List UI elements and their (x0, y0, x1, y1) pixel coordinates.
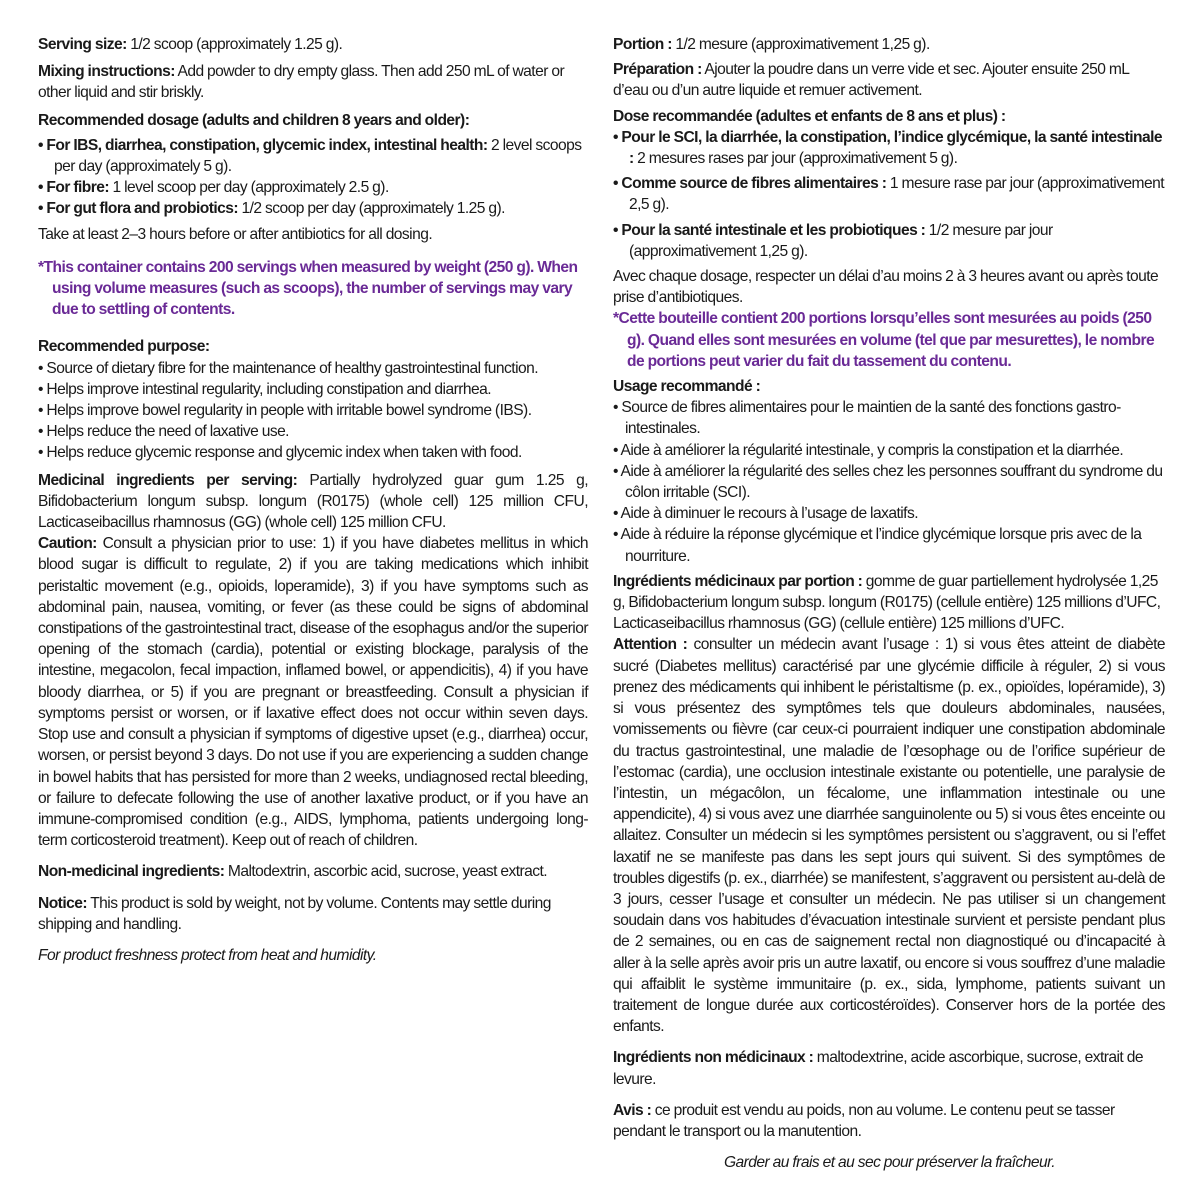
french-column (613, 34, 1165, 1173)
medicinal-ingredients: Medicinal ingredients per serving: Partially hydrolyzed guar gum 1.25 g, Bifidobacterium longum subsp. longum (R0175) (whole cell) 125 million CFU, Lacticaseibacillus rhamnosus (GG) (whole cell) 125 million CFU. (38, 471, 588, 532)
portion: Portion : 1/2 mesure (approximativement 1,25 g). (613, 36, 930, 53)
container-note: *Cette bouteille contient 200 portions lorsqu’elles sont mesurées au poids (250 g). Quand elles sont mesurées en volume (tel que par mesurettes), le nombre de portions peut varier du fait du tassement du contenu. (613, 310, 1155, 370)
mixing-instructions: Mixing instructions: Add powder to dry empty glass. Then add 250 mL of water or other liquid and stir briskly. (38, 63, 565, 102)
usage-item: • Aide à réduire la réponse glycémique et l’indice glycémique lorsque pris avec de la nourriture. (613, 526, 1142, 565)
dosage-item: • For gut flora and probiotics: 1/2 scoop per day (approximately 1.25 g). (38, 200, 505, 218)
dose-heading: Dose recommandée (adultes et enfants de 8 ans et plus) : (613, 107, 1006, 125)
preparation: Préparation : Ajouter la poudre dans un verre vide et sec. Ajouter ensuite 250 mL d’eau ou d’un autre liquide et remuer activement. (613, 61, 1129, 100)
dosage-item: • For IBS, diarrhea, constipation, glycemic index, intestinal health: 2 level scoops per day (approximately 5 g). (38, 136, 582, 176)
antibiotics-note: Take at least 2–3 hours before or after antibiotics for all dosing. (38, 225, 433, 243)
usage-item: • Aide à améliorer la régularité intestinale, y compris la constipation et la diarrhée. (613, 441, 1124, 459)
medicinal-ingredients: Ingrédients médicinaux par portion : gomme de guar partiellement hydrolysée 1,25 g, Bifidobacterium longum subsp. longum (R0175) (cellule entière) 125 millions d’UFC, Lacticaseibacillus rhamnosus (GG) (cellule entière) 125 millions d’UFC. (613, 572, 1161, 633)
usage-item: • Aide à diminuer le recours à l’usage de laxatifs. (613, 505, 918, 523)
purpose-heading: Recommended purpose: (38, 338, 210, 356)
antibiotics-note: Avec chaque dosage, respecter un délai d’au moins 2 à 3 heures avant ou après toute prise d’antibiotiques. (613, 268, 1159, 307)
non-medicinal-ingredients: Non-medicinal ingredients: Maltodextrin, ascorbic acid, sucrose, yeast extract. (38, 863, 548, 881)
serving-size: Serving size: 1/2 scoop (approximately 1.25 g). (38, 36, 343, 53)
dosage-item: • For fibre: 1 level scoop per day (approximately 2.5 g). (38, 179, 389, 197)
attention: Attention : consulter un médecin avant l’usage : 1) si vous êtes atteint de diabète sucré (Diabetes mellitus) caractérisé par une glycémie difficile à réguler, 2) si vous prenez des médicaments qui inhibent le péristaltisme (p. ex., opioïdes, lopéramide), 3) si vous présentez des symptômes tels que douleurs abdominales, nausées, vomissements ou fièvre (car ceux-ci pourraient indiquer une constipation abdominale du tractus gastrointestinal, une maladie de l’œsophage ou de l’orifice supérieur de l’estomac (cardia), une occlusion intestinale existante ou potentielle, une paralysie de l’intestin, un mégacôlon, un fécalome, une inflammation intestinale ou une appendicite), 4) si vous avez une diarrhée sanguinolente ou 5) si vous êtes enceinte ou allaitez. Consulter un médecin si les symptômes persistent ou s’aggravent, ou si l’effet laxatif ne se manifeste pas dans les sept jours qui suivent. Si des symptômes de troubles digestifs (p. ex., diarrhée) se manifestent, s’aggravent ou persistent au-delà de 3 jours, cesser l’usage et consulter un médecin. Ne pas utiliser si un changement soudain dans vos habitudes d’évacuation intestinale survient et persiste pendant plus de 2 semaines, ou en cas de saignement rectal non diagnostiqué ou d’incapacité à aller à la selle après avoir pris un autre laxatif, ou encore si vous souffrez d’une maladie qui affaiblit le système immunitaire (p. ex., sida, lymphome, patients suivant un traitement de longue durée aux corticostéroïdes). Conserver hors de la portée des enfants. (613, 636, 1165, 1036)
purpose-item: • Source of dietary fibre for the maintenance of healthy gastrointestinal function. (38, 359, 539, 377)
container-note: *This container contains 200 servings when measured by weight (250 g). When using volume measures (such as scoops), the number of servings may vary due to settling of contents. (38, 258, 578, 319)
dose-item: • Pour le SCI, la diarrhée, la constipation, l’indice glycémique, la santé intestinale : 2 mesures rases par jour (approximativement 5 g). (613, 128, 1163, 168)
non-medicinal-ingredients: Ingrédients non médicinaux : maltodextrine, acide ascorbique, sucrose, extrait de levure. (613, 1049, 1143, 1088)
avis: Avis : ce produit est vendu au poids, non au volume. Le contenu peut se tasser pendant le transport ou la manutention. (613, 1101, 1115, 1140)
caution: Caution: Consult a physician prior to use: 1) if you have diabetes mellitus in which blood sugar is difficult to regulate, 2) if you are taking medications which inhibit peristaltic movement (e.g., opioids, loperamide), 3) if you have symptoms such as abdominal pain, nausea, vomiting, or fever (as these could be signs of abdominal constipations of the gastrointestinal tract, disease of the esophagus and/or the superior opening of the stomach (cardia), potential or existing blockage, paralysis of the intestine, megacolon, fecal impaction, inflamed bowel, or appendicitis), 4) if you have bloody diarrhea, or 5) if you are pregnant or breastfeeding. Consult a physician if symptoms persist or worsen, or if laxative effect does not occur within seven days. Stop use and consult a physician if symptoms of digestive upset (e.g., diarrhea) occur, worsen, or persist beyond 3 days. Do not use if you are experiencing a sudden change in bowel habits that has persisted for more than 2 weeks, undiagnosed rectal bleeding, or failure to defecate following the use of another laxative product, or if you have an immune-compromised condition (e.g., AIDS, lymphoma, patients undergoing long-term corticosteroid treatment). Keep out of reach of children. (38, 535, 588, 850)
dose-item: • Comme source de fibres alimentaires : 1 mesure rase par jour (approximativement 2,5 g). (613, 175, 1164, 214)
dose-item: • Pour la santé intestinale et les probiotiques : 1/2 mesure par jour (approximativement 1,25 g). (613, 221, 1053, 260)
dosage-heading: Recommended dosage (adults and children 8 years and older): (38, 111, 470, 129)
english-column (38, 34, 588, 966)
usage-item: • Source de fibres alimentaires pour le maintien de la santé des fonctions gastro-intestinales. (613, 399, 1121, 438)
freshness-note: For product freshness protect from heat and humidity. (38, 946, 377, 964)
usage-item: • Aide à améliorer la régularité des selles chez les personnes souffrant du syndrome du côlon irritable (SCI). (613, 462, 1163, 502)
freshness-note: Garder au frais et au sec pour préserver la fraîcheur. (723, 1154, 1055, 1172)
usage-heading: Usage recommandé : (613, 378, 761, 396)
purpose-item: • Helps reduce the need of laxative use. (38, 423, 289, 441)
purpose-item: • Helps improve intestinal regularity, including constipation and diarrhea. (38, 380, 492, 398)
purpose-item: • Helps improve bowel regularity in people with irritable bowel syndrome (IBS). (38, 402, 532, 420)
notice: Notice: This product is sold by weight, not by volume. Contents may settle during shipping and handling. (38, 894, 551, 933)
purpose-item: • Helps reduce glycemic response and glycemic index when taken with food. (38, 444, 522, 462)
